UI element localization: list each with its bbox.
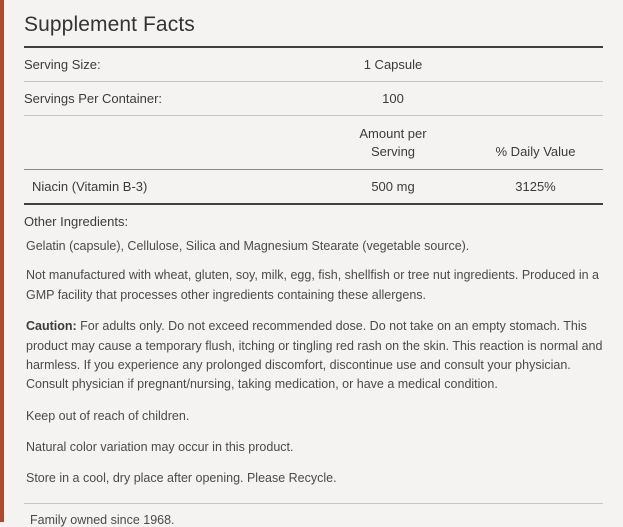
amount-per-serving-line2: Serving [370, 143, 416, 159]
nutrient-name: Niacin (Vitamin B-3) [32, 179, 148, 195]
serving-size-spacer [468, 48, 603, 81]
nutrient-header-table [24, 116, 603, 169]
caution-statement [24, 317, 603, 407]
notice-color-variation: Natural color variation may occur in this product. [26, 440, 294, 455]
nutrient-daily-value: 3125% [515, 179, 556, 195]
table-header-row [24, 116, 603, 169]
servings-per-container-label: Servings Per Container: [24, 91, 163, 106]
caution-label: Caution: [26, 319, 77, 334]
serving-size-value: 1 Capsule [363, 57, 423, 72]
daily-value-header: % Daily Value [495, 143, 576, 159]
other-ingredients-title: Other Ingredients: [24, 214, 129, 230]
amount-per-serving-header [318, 116, 468, 169]
nutrient-amount: 500 mg [371, 179, 415, 195]
notice-keep-out-of-reach: Keep out of reach of children. [26, 408, 190, 423]
table-row-servings-per-container [24, 82, 603, 115]
serving-info-table [24, 48, 603, 81]
table-row [24, 170, 603, 203]
servings-per-container-value: 100 [382, 91, 404, 106]
servings-per-container-table [24, 82, 603, 115]
nutrient-table [24, 170, 603, 203]
amount-per-serving-line1: Amount per [359, 126, 427, 141]
nutrient-header-blank [24, 116, 318, 169]
page-title: Supplement Facts [24, 13, 195, 36]
other-ingredients-text: Gelatin (capsule), Cellulose, Silica and Magnesium Stearate (vegetable source). [26, 239, 470, 254]
allergen-statement: Not manufactured with wheat, gluten, soy, milk, egg, fish, shellfish or tree nut ingredients. Produced in a GMP facility that processes other ingredients containing these allergens. [26, 268, 599, 302]
footer-text: Family owned since 1968. [30, 512, 175, 527]
notice-storage: Store in a cool, dry place after opening. Please Recycle. [26, 471, 337, 486]
servings-per-container-spacer [468, 82, 603, 115]
table-row-serving-size [24, 48, 603, 81]
serving-size-label: Serving Size: [24, 57, 101, 72]
caution-text: For adults only. Do not exceed recommended dose. Do not take on an empty stomach. This product may cause a temporary flush, itching or tingling red rash on the skin. This reaction is normal and harmless. If you experience any prolonged discomfort, discontinue use and consult your physician. Consult physician if pregnant/nursing, taking medication, or have a medical condition. [26, 319, 603, 392]
